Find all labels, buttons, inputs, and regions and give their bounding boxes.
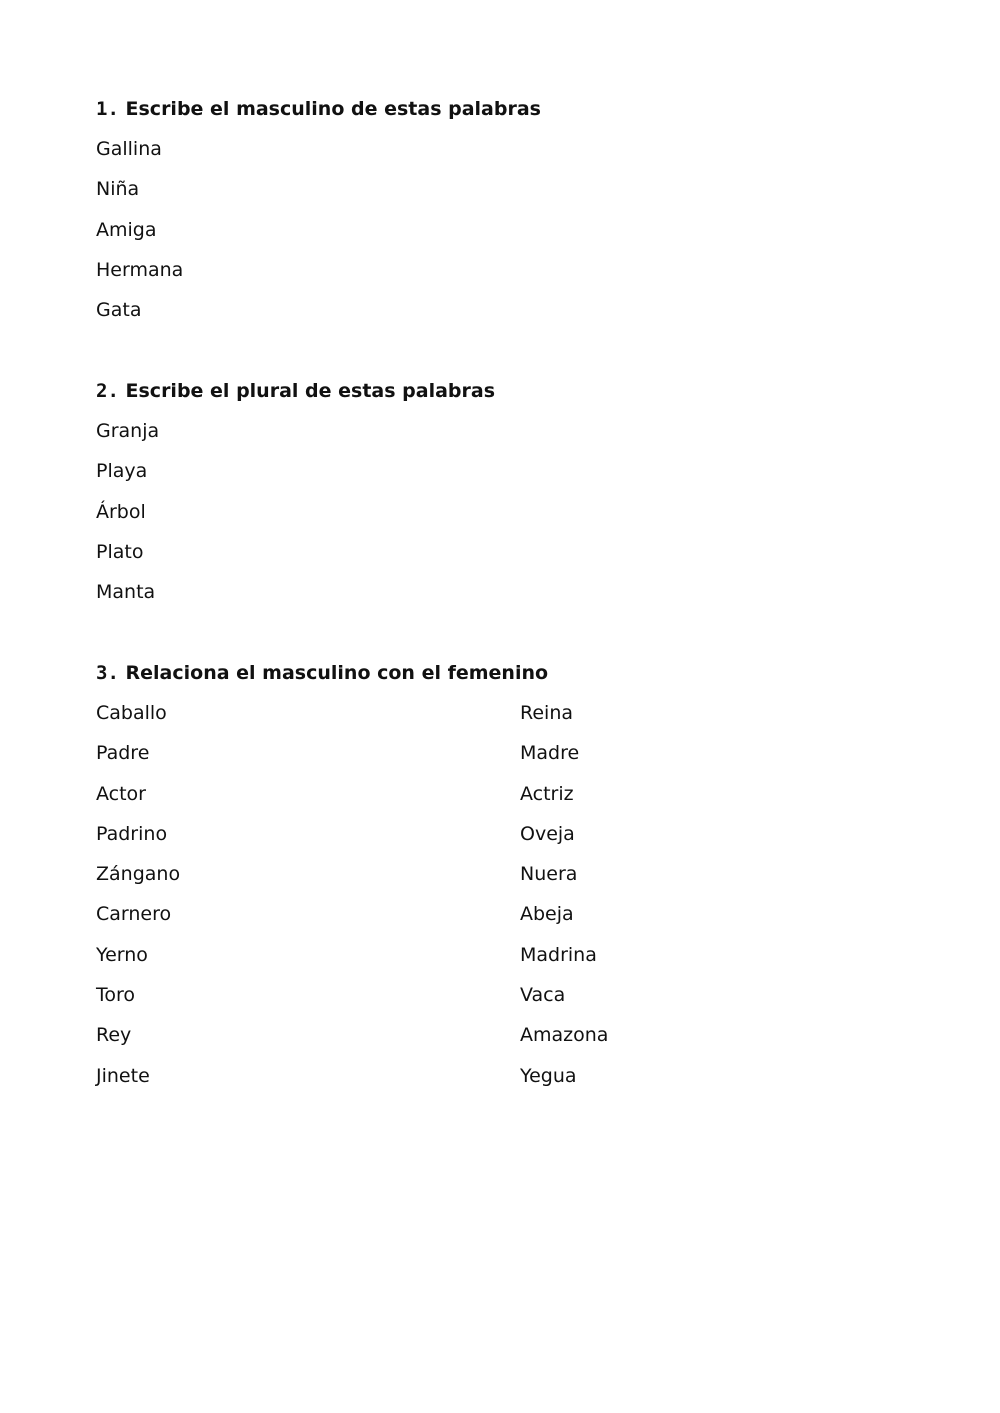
masculine-word: Padrino (96, 822, 168, 845)
word-item: Hermana (96, 258, 184, 281)
section-heading (96, 379, 916, 403)
masculine-word: Rey (96, 1024, 132, 1047)
feminine-word: Yegua (520, 1064, 577, 1087)
feminine-word: Nuera (520, 863, 578, 886)
word-item: Manta (96, 581, 156, 604)
word-item: Amiga (96, 218, 157, 241)
word-item: Granja (96, 420, 160, 442)
section-title: Escribe el plural de estas palabras (125, 380, 496, 402)
section-match (96, 661, 916, 1087)
section-masculine (96, 97, 916, 322)
feminine-word: Madre (520, 742, 580, 765)
section-number: 3. (96, 662, 119, 684)
word-item: Gallina (96, 138, 162, 160)
masculine-column (96, 701, 180, 1104)
word-list (96, 137, 183, 338)
feminine-word: Amazona (520, 1024, 609, 1047)
word-item: Gata (96, 299, 142, 322)
feminine-word: Vaca (520, 984, 566, 1007)
masculine-word: Actor (96, 782, 146, 805)
feminine-word: Oveja (520, 822, 575, 845)
word-item: Playa (96, 460, 148, 483)
feminine-column (520, 701, 608, 1104)
masculine-word: Carnero (96, 903, 172, 926)
section-heading (96, 97, 916, 121)
feminine-word: Abeja (520, 903, 574, 926)
masculine-word: Toro (96, 984, 136, 1007)
section-title: Relaciona el masculino con el femenino (125, 662, 549, 684)
masculine-word: Padre (96, 742, 150, 765)
word-item: Árbol (96, 500, 146, 523)
masculine-word: Jinete (96, 1064, 150, 1087)
section-title: Escribe el masculino de estas palabras (125, 98, 541, 120)
feminine-word: Madrina (520, 943, 597, 966)
section-number: 2. (96, 380, 119, 402)
word-item: Plato (96, 540, 144, 563)
masculine-word: Zángano (96, 863, 181, 886)
masculine-word: Yerno (96, 943, 148, 966)
word-list (96, 419, 159, 620)
section-heading (96, 661, 916, 685)
feminine-word: Actriz (520, 782, 574, 805)
word-item: Niña (96, 178, 140, 201)
masculine-word: Caballo (96, 702, 167, 724)
section-number: 1. (96, 98, 119, 120)
feminine-word: Reina (520, 702, 574, 724)
section-plural (96, 379, 916, 604)
